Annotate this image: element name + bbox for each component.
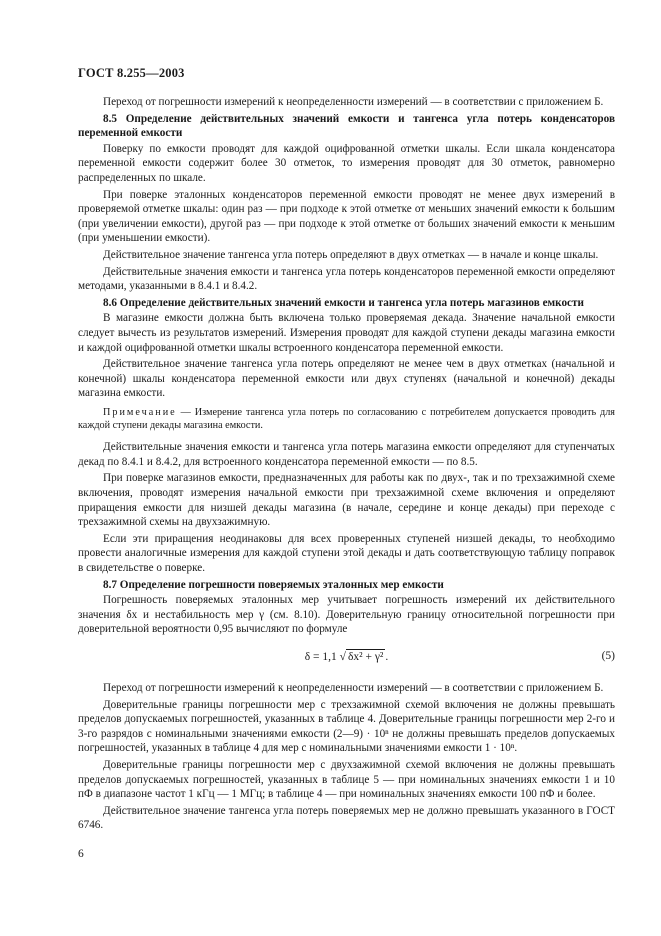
note-text: — Измерение тангенса угла потерь по согласованию с потребителем допускается проводить для каждой ступени декады магазина емкости. xyxy=(78,406,615,432)
paragraph: Доверительные границы погрешности мер с двухзажимной схемой включения не должны превышать пределов допускаемых погрешностей, указанных в таблице 5 — при номинальных значениях емкости 1 и 10 пФ в диапазоне частот 1 кГц — 1 МГц; в таблице 4 — при номинальных значениях емкости 100 пФ и более. xyxy=(78,758,615,801)
note-label: Примечание xyxy=(103,406,177,418)
paragraph: В магазине емкости должна быть включена только проверяемая декада. Значение начальной емкости следует вычесть из результатов измерений. Измерения проводят для каждой ступени декады магазина емкости и каждой оцифрованной отметки шкалы встроенного конденсатора переменной емкости. xyxy=(78,312,615,354)
document-body xyxy=(78,95,615,835)
section-heading-8-7: 8.7 Определение погрешности поверяемых эталонных мер емкости xyxy=(103,578,444,591)
equation-number: (5) xyxy=(601,650,615,662)
note xyxy=(78,406,615,432)
formula-tail: . xyxy=(385,651,389,663)
paragraph: Доверительные границы погрешности мер с трехзажимной схемой включения не должны превышать пределов допускаемых погрешностей, указанных в таблице 4. Доверительные границы погрешности мер 2-го и 3-го разрядов с номинальными значениями емкости (2—9) · 10ⁿ не должны превышать пределов допускаемых погрешностей, указанных в таблице 4 для мер с номинальными значениями емкости 1 · 10ⁿ. xyxy=(78,698,615,755)
section-heading-8-6: 8.6 Определение действительных значений емкости и тангенса угла потерь магазинов емкости xyxy=(103,296,584,309)
paragraph: Действительное значение тангенса угла потерь определяют в двух отметках — в начале и конце шкалы. xyxy=(103,248,599,261)
paragraph: Действительное значение тангенса угла потерь поверяемых мер не должно превышать указанного в ГОСТ 6746. xyxy=(78,804,615,832)
formula-radicand: δx² + γ² xyxy=(347,651,384,663)
sqrt-sign: √ xyxy=(339,651,346,663)
paragraph: Переход от погрешности измерений к неопределенности измерений — в соответствии с приложением Б. xyxy=(103,96,604,108)
paragraph: Погрешность поверяемых эталонных мер учитывает погрешность измерений их действительного значения δx и нестабильность мер γ (см. 8.10). Доверительную границу относительной погрешности при доверительной вероятности 0,95 вычисляют по формуле xyxy=(78,594,615,636)
paragraph: При поверке магазинов емкости, предназначенных для работы как по двух-, так и по трехзажимной схеме включения, проводят измерения начальной емкости при трехзажимной схеме включения и определяют приращения емкости для низшей декады магазина (в начале, середине и конце декады) при переходе с трехзажимной схемы на двухзажимную. xyxy=(78,472,615,529)
paragraph: Действительные значения емкости и тангенса угла потерь магазина емкости определяют для ступенчатых декад по 8.4.1 и 8.4.2, для встроенного конденсатора переменной емкости — по 8.5. xyxy=(78,441,615,468)
paragraph: Действительное значение тангенса угла потерь определяют не менее чем в двух отметках (начальной и конечной) шкалы конденсатора переменной емкости или двух ступенях (начальной и конечной) декады магазина емкости. xyxy=(78,358,615,400)
formula-5 xyxy=(78,645,615,671)
paragraph: Переход от погрешности измерений к неопределенности измерений — в соответствии с приложением Б. xyxy=(103,682,604,694)
formula xyxy=(78,649,615,665)
paragraph: Поверку по емкости проводят для каждой оцифрованной отметки шкалы. Если шкала конденсатора переменной емкости содержит более 30 отметок, то измерения проводят для 30 отметок, равномерно распределенных по шкале. xyxy=(78,142,615,184)
page-number: 6 xyxy=(78,848,84,860)
paragraph: Если эти приращения неодинаковы для всех проверенных ступеней низшей декады, то необходимо провести аналогичные измерения для каждой ступени этой декады и дать соответствующую таблицу поправок в свидетельстве о поверке. xyxy=(78,532,615,575)
section-heading-8-5: 8.5 Определение действительных значений емкости и тангенса угла потерь конденсаторов переменной емкости xyxy=(78,112,615,140)
formula-lhs: δ = 1,1 xyxy=(304,651,337,663)
paragraph: При поверке эталонных конденсаторов переменной емкости проводят не менее двух измерений в проверяемой отметке шкалы: один раз — при подходе к этой отметке от меньших значений емкости к большим (при увеличении емкости), другой раз — при подходе к этой отметке от больших значений емкости к меньшим (при уменьшении емкости). xyxy=(78,188,615,245)
document-header: ГОСТ 8.255—2003 xyxy=(78,66,185,80)
paragraph: Действительные значения емкости и тангенса угла потерь конденсаторов переменной емкости определяют методами, указанными в 8.4.1 и 8.4.2. xyxy=(78,265,615,293)
